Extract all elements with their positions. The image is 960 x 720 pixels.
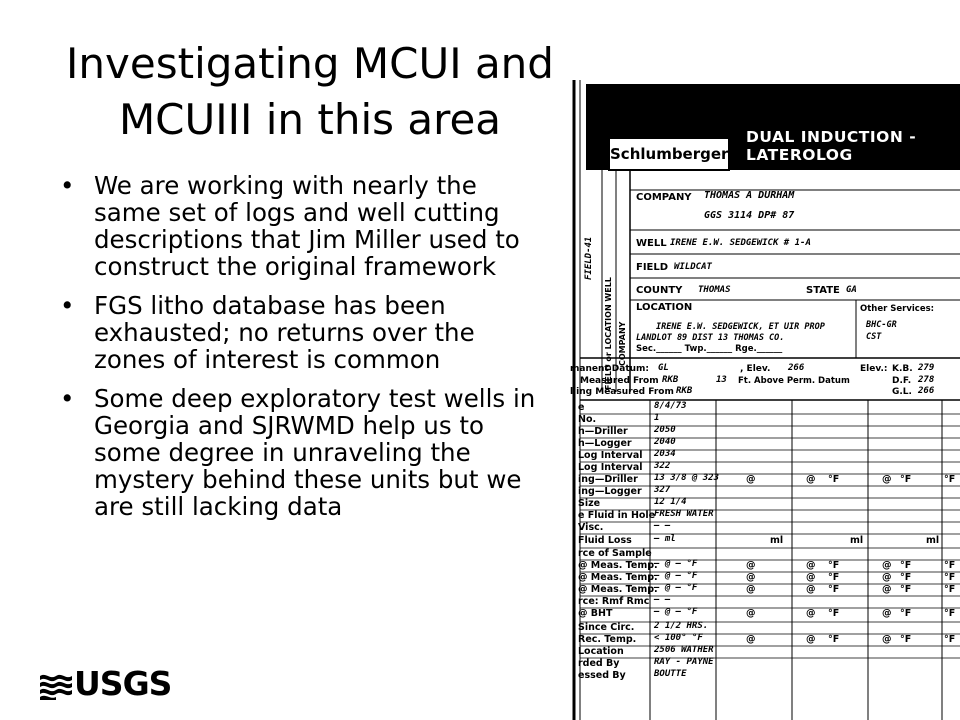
log-cell-unit: °F	[944, 608, 956, 619]
log-row-value: 2 1/2 HRS.	[654, 621, 709, 631]
log-cell-unit: °F	[828, 584, 840, 595]
log-cell-unit: @	[882, 560, 892, 571]
log-row-label: Log Interval	[578, 450, 643, 461]
log-row-label: Log Interval	[578, 462, 643, 473]
log-cell-unit: @	[746, 608, 756, 619]
well-label: WELL	[636, 238, 667, 249]
log-cell-unit: °F	[944, 634, 956, 645]
log-row-label: Location	[578, 646, 624, 657]
side-field-handwriting: FIELD-41	[584, 236, 594, 280]
usgs-logo	[40, 664, 172, 704]
other-service-1: BHC-GR	[866, 320, 897, 330]
log-row-label: rce: Rmf Rmc	[578, 596, 650, 607]
log-row-label: Size	[578, 498, 601, 509]
log-row-label: rded By	[578, 658, 620, 669]
log-row-value: 8/4/73	[654, 401, 687, 411]
df-label: D.F.	[892, 376, 912, 386]
kb-label: K.B.	[892, 364, 913, 374]
field-label: FIELD	[636, 262, 669, 273]
log-row-value: 12 1/4	[654, 497, 687, 507]
vertical-company-label: COMPANY	[618, 321, 627, 366]
company-value-2: GGS 3114 DP# 87	[704, 210, 795, 221]
measured-value: RKB	[662, 375, 679, 385]
bullet-text: Some deep exploratory test wells in Georgia and SJRWMD help us to some degree in unraveling the mystery behind these units but we are still lacking data	[94, 384, 536, 521]
log-type-title: DUAL INDUCTION - LATEROLOG	[746, 128, 917, 164]
state-value: GA	[846, 285, 857, 295]
log-row-value: 13 3/8 @ 323	[654, 473, 720, 483]
bullet-item	[56, 172, 546, 280]
elev-value: 266	[788, 363, 805, 373]
vertical-field-label: FIELD or LOCATION WELL	[604, 277, 613, 390]
log-cell-unit: @	[882, 474, 892, 485]
usgs-wave-icon	[40, 672, 74, 700]
log-cell-unit: @	[882, 608, 892, 619]
log-row-value: FRESH WATER	[654, 509, 714, 519]
slide-title	[30, 36, 590, 148]
other-services-label: Other Services:	[860, 304, 935, 314]
log-cell-unit: °F	[944, 584, 956, 595]
log-row-label: ing—Logger	[578, 486, 642, 497]
bullet-item	[56, 385, 546, 520]
log-cell-unit: @	[882, 634, 892, 645]
county-label: COUNTY	[636, 285, 683, 296]
log-cell-unit: @	[746, 572, 756, 583]
log-row-label: h—Driller	[578, 426, 628, 437]
log-row-label: @ Meas. Temp.	[578, 572, 658, 583]
log-cell-unit: °F	[944, 560, 956, 571]
log-row-value: 2506 WATHER	[654, 645, 714, 655]
log-row-label: rce of Sample	[578, 548, 652, 559]
log-row-value: — —	[654, 595, 671, 605]
log-cell-unit: @	[806, 572, 816, 583]
gl-label: G.L.	[892, 387, 912, 397]
bullet-dot: •	[60, 291, 75, 320]
log-cell-unit: °F	[900, 584, 912, 595]
log-row-value: BOUTTE	[654, 669, 687, 679]
location-label: LOCATION	[636, 302, 693, 313]
state-label: STATE	[806, 285, 840, 296]
drill-from-value: RKB	[676, 386, 693, 396]
log-cell-unit: °F	[900, 634, 912, 645]
log-row-value: — @ — °F	[654, 571, 698, 581]
log-row-value: RAY - PAYNE	[654, 657, 714, 667]
log-row-label: e	[578, 402, 585, 413]
bullet-text: We are working with nearly the same set of logs and well cutting descriptions that Jim Miller used to construct the original framework	[94, 171, 520, 281]
datum-value: GL	[658, 363, 669, 373]
well-value: IRENE E.W. SEDGEWICK # 1-A	[670, 238, 811, 248]
bullet-item	[56, 292, 546, 373]
usgs-wordmark: USGS	[74, 664, 172, 703]
log-row-value: — @ — °F	[654, 583, 698, 593]
log-banner	[586, 84, 960, 170]
log-row-label: Fluid Loss	[578, 535, 632, 546]
log-cell-unit: @	[746, 474, 756, 485]
log-cell-unit: @	[746, 560, 756, 571]
log-cell-unit: @	[806, 608, 816, 619]
log-cell-unit: °F	[828, 608, 840, 619]
location-value-1: IRENE E.W. SEDGEWICK, ET UIR PROP	[656, 322, 825, 332]
log-cell-unit: °F	[900, 572, 912, 583]
log-cell-unit: °F	[828, 634, 840, 645]
perm-datum-label: manent Datum:	[570, 364, 650, 374]
log-row-label: essed By	[578, 670, 626, 681]
log-cell-unit: ml	[770, 535, 784, 546]
company-value: THOMAS A DURHAM	[704, 190, 795, 201]
log-cell-unit: °F	[828, 474, 840, 485]
gl-value: 266	[918, 386, 935, 396]
log-cell-unit: °F	[944, 474, 956, 485]
log-cell-unit: °F	[900, 474, 912, 485]
log-cell-unit: °F	[900, 608, 912, 619]
ft-above-label: Ft. Above Perm. Datum	[738, 376, 850, 386]
log-row-value: 322	[654, 461, 671, 471]
log-row-label: ing—Driller	[578, 474, 638, 485]
log-row-value: — ml	[654, 534, 676, 544]
log-cell-unit: °F	[944, 572, 956, 583]
log-row-value: — @ — °F	[654, 559, 698, 569]
log-cell-unit: @	[882, 572, 892, 583]
log-cell-unit: @	[806, 634, 816, 645]
log-cell-unit: ml	[850, 535, 864, 546]
log-cell-unit: °F	[828, 572, 840, 583]
other-service-2: CST	[866, 332, 882, 342]
log-row-label: Since Circ.	[578, 622, 635, 633]
log-row-label: e Fluid in Hole	[578, 510, 656, 521]
sec-twp-rge: Sec.______ Twp.______ Rge.______	[636, 344, 783, 354]
log-row-label: Rec. Temp.	[578, 634, 637, 645]
elev-right-label: Elev.:	[860, 364, 888, 374]
log-row-value: 327	[654, 485, 671, 495]
log-cell-unit: ml	[926, 535, 940, 546]
log-cell-unit: @	[806, 560, 816, 571]
location-value-2: LANDLOT 89 DIST 13 THOMAS CO.	[636, 333, 785, 343]
log-row-value: — —	[654, 521, 671, 531]
log-row-label: @ BHT	[578, 608, 613, 619]
log-header-scan	[570, 74, 960, 720]
log-cell-unit: @	[882, 584, 892, 595]
log-cell-unit: @	[746, 634, 756, 645]
measured-from-label: Measured From	[580, 376, 659, 386]
ft-value: 13	[716, 375, 727, 385]
log-row-label: @ Meas. Temp.	[578, 560, 658, 571]
company-label: COMPANY	[636, 192, 692, 203]
log-row-value: 2040	[654, 437, 676, 447]
log-row-value: 2050	[654, 425, 676, 435]
log-row-label: h—Logger	[578, 438, 632, 449]
field-value: WILDCAT	[674, 262, 712, 272]
log-cell-unit: @	[806, 474, 816, 485]
bullet-text: FGS litho database has been exhausted; no returns over the zones of interest is common	[94, 291, 475, 374]
title-line-2: MCUIII in this area	[118, 95, 502, 144]
log-cell-unit: @	[806, 584, 816, 595]
log-row-label: @ Meas. Temp.	[578, 584, 658, 595]
elev-label: , Elev.	[740, 364, 771, 374]
log-cell-unit: °F	[828, 560, 840, 571]
kb-value: 279	[918, 363, 935, 373]
log-row-value: 1	[654, 413, 660, 423]
bullet-list	[56, 172, 546, 532]
log-row-value: — @ — °F	[654, 607, 698, 617]
schlumberger-box: Schlumberger	[608, 137, 730, 171]
log-row-label: Visc.	[578, 522, 604, 533]
log-row-value: < 100° °F	[654, 633, 703, 643]
drilling-measured-label: lling Measured From	[570, 387, 674, 397]
log-cell-unit: @	[746, 584, 756, 595]
log-cell-unit: °F	[900, 560, 912, 571]
bullet-dot: •	[60, 171, 75, 200]
county-value: THOMAS	[698, 285, 731, 295]
log-row-label: No.	[578, 414, 597, 425]
df-value: 278	[918, 375, 935, 385]
log-row-value: 2034	[654, 449, 676, 459]
title-line-1: Investigating MCUI and	[66, 39, 554, 88]
bullet-dot: •	[60, 384, 75, 413]
